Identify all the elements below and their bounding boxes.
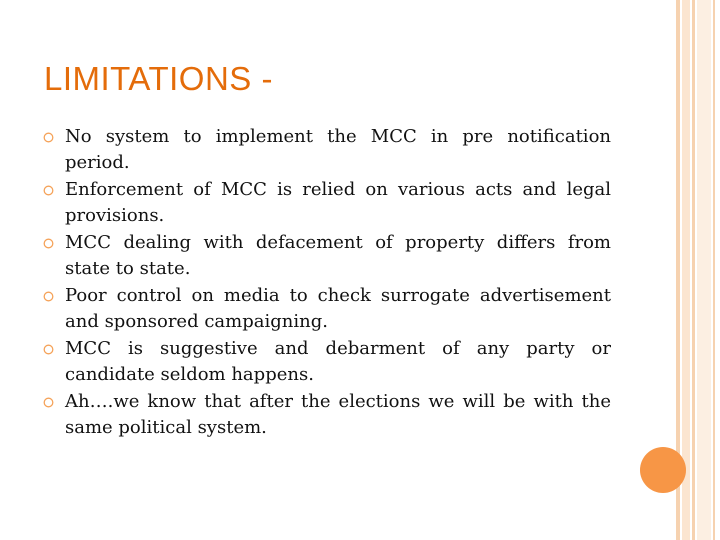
bullet-item [40,177,611,229]
decorative-circle [640,447,686,493]
bullet-text: Enforcement of MCC is relied on various acts and legal provisions. [65,179,611,226]
circle-marker-icon [43,397,54,408]
decorative-stripe [692,0,695,540]
bullet-item [40,336,611,388]
bullet-item [40,230,611,282]
circle-marker-icon [43,238,54,249]
bullet-text: Ah….we know that after the elections we will be with the same political system. [65,391,611,438]
bullet-text: MCC is suggestive and debarment of any party or candidate seldom happens. [65,338,611,385]
circle-marker-icon [43,185,54,196]
bullet-item [40,389,611,441]
decorative-stripe [697,0,711,540]
bullet-list [40,124,611,442]
decorative-stripe [713,0,715,540]
bullet-text: Poor control on media to check surrogate advertisement and sponsored campaigning. [65,285,611,332]
circle-marker-icon [43,132,54,143]
bullet-item [40,283,611,335]
bullet-text: No system to implement the MCC in pre notification period. [65,126,611,173]
slide-title: LIMITATIONS - [44,60,273,97]
circle-marker-icon [43,291,54,302]
bullet-text: MCC dealing with defacement of property differs from state to state. [65,232,611,279]
circle-marker-icon [43,344,54,355]
bullet-item [40,124,611,176]
